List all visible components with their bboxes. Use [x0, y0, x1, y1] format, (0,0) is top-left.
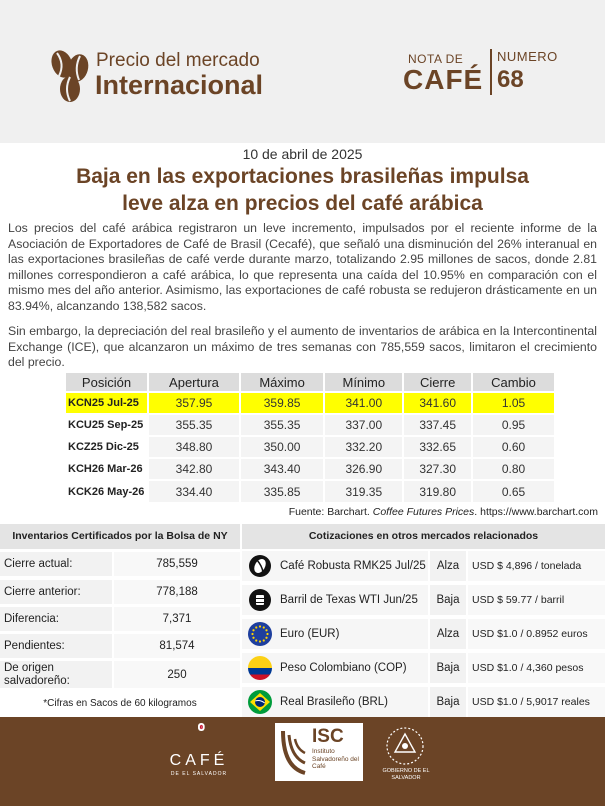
table-row: [66, 414, 555, 436]
brand-title: Internacional: [95, 70, 264, 100]
inventories-title: Inventarios Certificados por la Bolsa de NY: [0, 524, 240, 549]
inventory-label: De origen salvadoreño:: [0, 661, 114, 688]
cell-posicion: KCH26 Mar-26: [66, 458, 148, 480]
market-name: Euro (EUR): [278, 619, 430, 649]
article-paragraph-2: Sin embargo, la depreciación del real brasileño y el aumento de inventarios de arábica en la Intercontinental Exchange (ICE), que alcanzaron un máximo de tres semanas con 785,559 sacos, limitaron el crecimiento del precio.: [8, 324, 597, 370]
table-header-row: [66, 373, 555, 392]
cell-maximo: 335.85: [240, 480, 324, 502]
market-trend: Baja: [430, 687, 468, 717]
brand-subtitle: Precio del mercado: [96, 50, 260, 71]
cell-cambio: 1.05: [472, 392, 555, 414]
col-header-maximo: Máximo: [240, 373, 324, 392]
coffee-bean-icon: [242, 551, 278, 581]
inventory-row: [0, 580, 240, 606]
markets-title: Cotizaciones en otros mercados relacionados: [242, 524, 605, 549]
cell-maximo: 359.85: [240, 392, 324, 414]
market-trend: Baja: [430, 653, 468, 683]
article-date: 10 de abril de 2025: [242, 146, 363, 162]
col-header-cierre: Cierre: [403, 373, 472, 392]
headline-line-2: leve alza en precios del café arábica: [122, 192, 483, 215]
isc-logo-text: ISC: [312, 726, 344, 747]
table-row: [66, 480, 555, 502]
market-name: Barril de Texas WTI Jun/25: [278, 585, 430, 615]
brazil-flag-icon: [242, 687, 278, 717]
numero-value: 68: [497, 66, 524, 93]
nota-de-label: NOTA DE: [408, 52, 464, 66]
cafe-el-salvador-logo-icon: [198, 721, 218, 745]
cell-minimo: 337.00: [324, 414, 403, 436]
market-row: [242, 687, 605, 717]
market-trend: Alza: [430, 551, 468, 581]
cell-apertura: 334.40: [148, 480, 240, 502]
cell-cierre: 327.30: [403, 458, 472, 480]
cell-minimo: 332.20: [324, 436, 403, 458]
cell-minimo: 326.90: [324, 458, 403, 480]
cell-cierre: 319.80: [403, 480, 472, 502]
cell-maximo: 350.00: [240, 436, 324, 458]
inventory-note: *Cifras en Sacos de 60 kilogramos: [43, 698, 197, 709]
market-row: [242, 653, 605, 685]
inventory-value: 81,574: [114, 634, 240, 658]
cell-apertura: 348.80: [148, 436, 240, 458]
cell-posicion: KCU25 Sep-25: [66, 414, 148, 436]
cell-cambio: 0.60: [472, 436, 555, 458]
article-paragraph-1: Los precios del café arábica registraron un leve incremento, impulsados por el reciente informe de la Asociación de Exportadores de Café de Brasil (Cecafé), que señaló una disminución del 26% interanual en las exportaciones brasileñas de café verde durante marzo, totalizando 2.95 millones de sacos, donde 2.81 millones correspondieron a café arábica, lo que representa una caída del 10.95% en comparación con el mismo mes del año anterior. Asimismo, las exportaciones de café robusta se redujeron drásticamente en un 83.94%, alcanzando 138,582 sacos.: [8, 221, 597, 313]
source-citation: [0, 506, 598, 518]
col-header-apertura: Apertura: [148, 373, 240, 392]
market-price: USD $1.0 / 4,360 pesos: [468, 653, 605, 683]
eu-flag-icon: [242, 619, 278, 649]
market-name: Peso Colombiano (COP): [278, 653, 430, 683]
inventory-row: [0, 634, 240, 660]
cell-cambio: 0.95: [472, 414, 555, 436]
cell-cambio: 0.80: [472, 458, 555, 480]
col-header-minimo: Mínimo: [324, 373, 403, 392]
col-header-posicion: Posición: [66, 373, 148, 392]
cell-cierre: 341.60: [403, 392, 472, 414]
cell-apertura: 342.80: [148, 458, 240, 480]
headline-line-1: Baja en las exportaciones brasileñas impulsa: [76, 165, 529, 188]
cell-apertura: 357.95: [148, 392, 240, 414]
table-row: [66, 436, 555, 458]
cafe-logo-subtext: DE EL SALVADOR: [170, 771, 228, 777]
market-price: USD $1.0 / 0.8952 euros: [468, 619, 605, 649]
cell-apertura: 355.35: [148, 414, 240, 436]
cell-cierre: 337.45: [403, 414, 472, 436]
market-price: USD $ 4,896 / tonelada: [468, 551, 605, 581]
inventory-value: 778,188: [114, 580, 240, 604]
col-header-cambio: Cambio: [472, 373, 555, 392]
inventory-label: Pendientes:: [0, 634, 114, 658]
market-row: [242, 585, 605, 617]
cell-minimo: 319.35: [324, 480, 403, 502]
oil-barrel-icon: [242, 585, 278, 615]
market-trend: Baja: [430, 585, 468, 615]
table-row: [66, 392, 555, 414]
inventory-value: 785,559: [114, 552, 240, 576]
market-price: USD $1.0 / 5,9017 reales: [468, 687, 605, 717]
table-row: [66, 458, 555, 480]
source-title: Coffee Futures Prices: [372, 506, 475, 518]
isc-logo-subtext: Instituto Salvadoreño del Café: [312, 748, 359, 770]
inventory-label: Cierre actual:: [0, 552, 114, 576]
cell-cambio: 0.65: [472, 480, 555, 502]
government-logo-text: GOBIERNO DE EL SALVADOR: [382, 768, 430, 781]
source-prefix: Fuente: Barchart.: [288, 506, 373, 518]
colombia-flag-icon: [242, 653, 278, 683]
coffee-beans-logo-icon: [48, 46, 92, 104]
market-row: [242, 619, 605, 651]
numero-label: NUMERO: [497, 49, 558, 64]
cafe-label: CAFÉ: [403, 64, 484, 95]
cell-posicion: KCZ25 Dic-25: [66, 436, 148, 458]
futures-prices-table: [66, 373, 556, 502]
isc-leaf-icon: [279, 727, 309, 777]
cell-posicion: KCK26 May-26: [66, 480, 148, 502]
inventory-label: Diferencia:: [0, 607, 114, 631]
header-divider: [490, 49, 492, 95]
cafe-logo-text: CAFÉ: [169, 752, 229, 769]
inventory-row: [0, 661, 240, 690]
article-headline: [20, 163, 585, 217]
cell-maximo: 343.40: [240, 458, 324, 480]
cell-minimo: 341.00: [324, 392, 403, 414]
market-trend: Alza: [430, 619, 468, 649]
market-name: Café Robusta RMK25 Jul/25: [278, 551, 430, 581]
inventory-row: [0, 552, 240, 578]
government-seal-icon: [384, 725, 426, 767]
cell-posicion: KCN25 Jul-25: [66, 392, 148, 414]
inventory-value: 250: [114, 661, 240, 688]
cell-maximo: 355.35: [240, 414, 324, 436]
inventory-value: 7,371: [114, 607, 240, 631]
market-price: USD $ 59.77 / barril: [468, 585, 605, 615]
cell-cierre: 332.65: [403, 436, 472, 458]
market-name: Real Brasileño (BRL): [278, 687, 430, 717]
inventory-label: Cierre anterior:: [0, 580, 114, 604]
source-link[interactable]: . https://www.barchart.com: [474, 506, 598, 518]
inventory-row: [0, 607, 240, 633]
market-row: [242, 551, 605, 583]
